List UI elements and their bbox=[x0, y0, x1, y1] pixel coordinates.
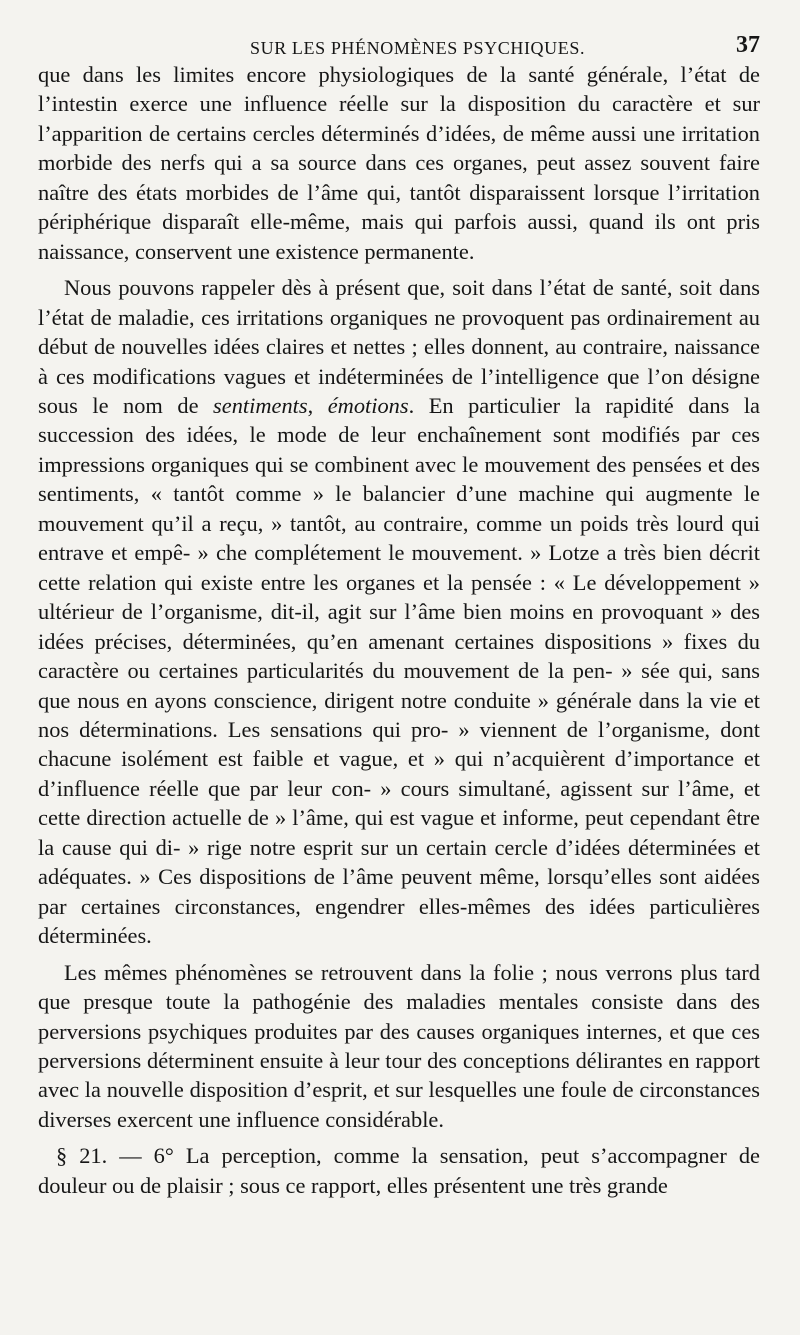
paragraph-section-21 bbox=[38, 1141, 760, 1200]
page-header bbox=[38, 0, 760, 60]
paragraph-text: Les mêmes phénomènes se retrouvent dans la folie ; nous verrons plus tard que presque toute la pathogénie des maladies mentales consiste dans des perversions psychiques produites par des causes organiques internes, et que ces perversions déterminent ensuite à leur tour des conceptions délirantes en rapport avec la nouvelle disposition d’esprit, et sur lesquelles une foule de circonstances diverses exercent une influence considérable. bbox=[38, 959, 760, 1132]
paragraph-text: Nous pouvons rappeler dès à présent que, soit dans l’état de santé, soit dans l’état de maladie, ces irritations organiques ne provoquent pas ordinairement au début de nouvelles idées claires et nettes ; elles donnent, au contraire, naissance à ces modifications vagues et indéterminées de l’intelligence que l’on désigne sous le nom de bbox=[38, 275, 760, 418]
paragraph-text: que dans les limites encore physiologiques de la santé générale, l’état de l’intestin exerce une influence réelle sur la disposition du caractère et sur l’apparition de certains cercles déterminés d’idées, de même aussi une irritation morbide des nerfs qui a sa source dans ces organes, peut assez souvent faire naître des états morbides de l’âme qui, tantôt disparaissent lorsque l’irritation périphérique disparaît elle-même, mais qui parfois aussi, quand ils ont pris naissance, conservent une existence permanente. bbox=[38, 62, 760, 264]
italic-term: sentiments bbox=[213, 392, 308, 418]
running-title: SUR LES PHÉNOMÈNES PSYCHIQUES. bbox=[250, 38, 586, 58]
paragraph-organic-irritations bbox=[38, 273, 760, 950]
paragraph-continuation bbox=[38, 60, 760, 266]
italic-term: émotions bbox=[327, 392, 409, 418]
body-text bbox=[38, 60, 760, 1200]
paragraph-text: . En particulier la rapidité dans la succession des idées, le mode de leur enchaînement sont modifiés par ces impressions organiques qui se combinent avec le mouvement des pensées et des sentiments, « tantôt comme » le balancier d’une machine qui augmente le mouvement qu’il a reçu, » tantôt, au contraire, comme un poids très lourd qui entrave et empê- » che complétement le mouvement. » Lotze a très bien décrit cette relation qui existe entre les organes et la pensée : « Le développement » ultérieur de l’organisme, dit-il, agit sur l’âme bien moins en provoquant » des idées précises, déterminées, qu’en amenant certaines dispositions » fixes du caractère ou certaines particularités du mouvement de la pen- » sée qui, sans que nous en ayons conscience, dirigent notre conduite » générale dans la vie et nos déterminations. Les sensations qui pro- » viennent de l’organisme, dont chacune isolément est faible et vague, et » qui n’acquièrent d’importance et d’influence réelle que par leur con- » cours simultané, agissent sur l’âme, et cette direction actuelle de » l’âme, qui est vague et informe, peut cependant être la cause qui di- » rige notre esprit sur un certain cercle d’idées déterminées et adéquates. » Ces dispositions de l’âme peuvent même, lorsqu’elles sont aidées par certaines circonstances, engendrer elles-mêmes des idées particulières déterminées. bbox=[38, 392, 760, 949]
paragraph-text: § 21. — 6° La perception, comme la sensation, peut s’accompagner de douleur ou de plaisir ; sous ce rapport, elles présentent une très grande bbox=[38, 1143, 760, 1198]
paragraph-folie bbox=[38, 958, 760, 1135]
page-number: 37 bbox=[736, 32, 760, 58]
separator: , bbox=[307, 392, 328, 418]
